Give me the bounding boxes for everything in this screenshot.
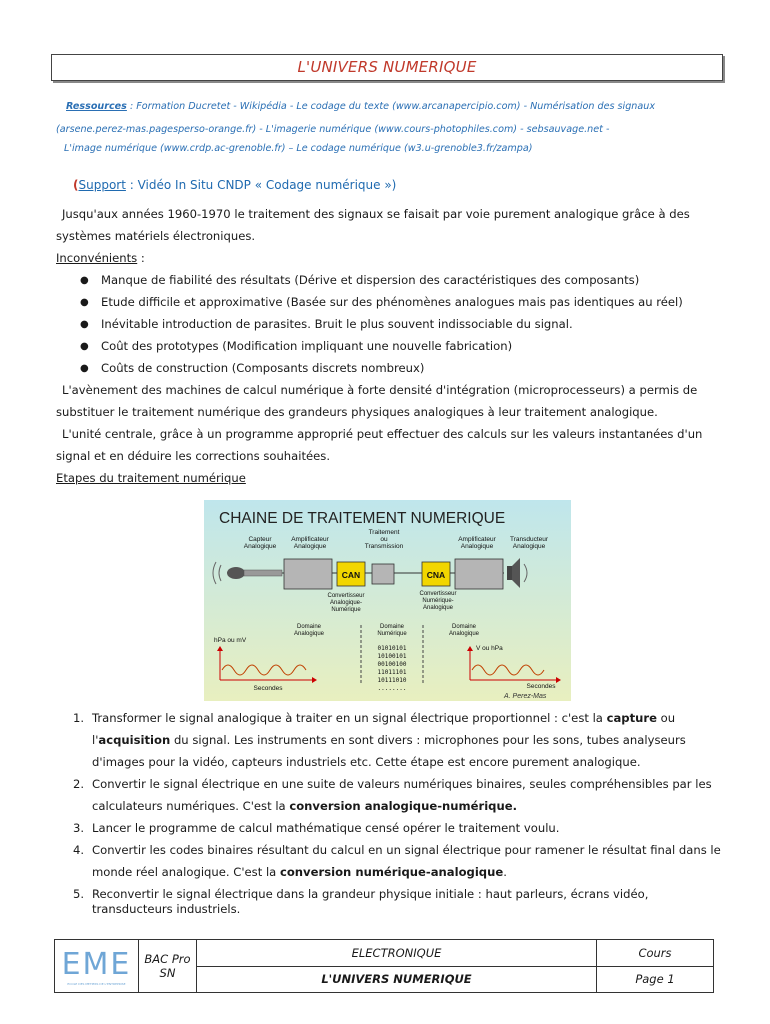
label-domain-right: Domaine Analogique bbox=[448, 624, 480, 637]
etapes-heading: Etapes du traitement numérique bbox=[56, 471, 246, 485]
label-conv-an: Convertisseur Analogique-Numérique bbox=[327, 593, 365, 613]
page-number-cell: Page 1 bbox=[597, 966, 714, 993]
label-capteur: Capteur Analogique bbox=[243, 536, 277, 550]
resources-label: Ressources bbox=[66, 101, 127, 112]
resources-line-1: Ressources : Formation Ducretet - Wikipédia - Le codage du texte (www.arcanapercipio.com) - Numérisation des signaux bbox=[66, 101, 656, 112]
step-4-line-2: monde réel analogique. C'est la conversion numérique-analogique. bbox=[92, 865, 507, 879]
eme-logo-subtitle: ECOLE DES METIERS DE L'ENTREPRISE bbox=[67, 981, 126, 986]
step-1-line-3: d'images pour la vidéo, capteurs industriels etc. Cette étape est encore purement analogique. bbox=[92, 755, 641, 769]
eme-logo: EME bbox=[61, 946, 132, 982]
label-conv-na: Convertisseur Numérique-Analogique bbox=[419, 591, 457, 611]
bullet-icon: ● bbox=[80, 297, 89, 308]
svg-text:00100100: 00100100 bbox=[377, 661, 407, 668]
step-number: 2. bbox=[73, 777, 85, 791]
label-transducteur: Transducteur Analogique bbox=[509, 536, 549, 550]
ampli-out-block bbox=[455, 559, 503, 589]
list-item: Coûts de construction (Composants discrets nombreux) bbox=[101, 361, 425, 375]
step-4-line-1: Convertir les codes binaires résultant du calcul en un signal électrique pour ramener le résultat final dans le bbox=[92, 843, 721, 857]
y-label-left: hPa ou mV bbox=[214, 637, 247, 644]
bullet-icon: ● bbox=[80, 319, 89, 330]
page-title-box bbox=[51, 54, 723, 81]
x-label-left: Secondes bbox=[253, 685, 283, 692]
list-item: Coût des prototypes (Modification impliquant une nouvelle fabrication) bbox=[101, 339, 513, 353]
svg-text:10100101: 10100101 bbox=[377, 653, 407, 660]
binary-codes bbox=[378, 645, 407, 692]
para2-line-1: L'avènement des machines de calcul numérique à forte densité d'intégration (microprocesseurs) a permis de bbox=[62, 383, 698, 397]
intro-line-1: Jusqu'aux années 1960-1970 le traitement des signaux se faisait par voie purement analogique grâce à des bbox=[62, 207, 690, 221]
diagram-title: CHAINE DE TRAITEMENT NUMERIQUE bbox=[219, 510, 506, 527]
svg-text:........: ........ bbox=[377, 685, 407, 692]
logo-cell bbox=[55, 940, 139, 993]
y-label-right: V ou hPa bbox=[476, 645, 503, 652]
support-label: Support bbox=[78, 178, 126, 192]
step-5-line-1: Reconvertir le signal électrique dans la grandeur physique initiale : haut parleurs, écrans vidéo, bbox=[92, 887, 649, 901]
svg-text:10111010: 10111010 bbox=[377, 677, 407, 684]
step-number: 3. bbox=[73, 821, 85, 835]
svg-text:01010101: 01010101 bbox=[377, 645, 407, 652]
ampli-in-block bbox=[284, 559, 332, 589]
para2-line-2: substituer le traitement numérique des grandeurs physiques analogiques à leur traitement analogique. bbox=[56, 405, 658, 419]
intro-line-2: systèmes matériels électroniques. bbox=[56, 229, 256, 243]
cna-label: CNA bbox=[426, 570, 446, 580]
resources-line-2: (arsene.perez-mas.pagesperso-orange.fr) - L'imagerie numérique (www.cours-photophiles.com) - sebsauvage.net - bbox=[56, 124, 610, 135]
traitement-block bbox=[372, 564, 394, 584]
step-number: 5. bbox=[73, 887, 85, 901]
para3-line-2: signal et en déduire les corrections souhaitées. bbox=[56, 449, 331, 463]
step-1-line-1: Transformer le signal analogique à traiter en un signal électrique proportionnel : c'est la capture ou bbox=[92, 711, 676, 725]
footer-table bbox=[54, 939, 714, 993]
chain-diagram bbox=[204, 500, 571, 701]
type-cell: Cours bbox=[597, 940, 714, 967]
class-cell: BAC Pro SN bbox=[139, 940, 197, 993]
list-item: Etude difficile et approximative (Basée sur des phénomènes analogues mais pas identiques au réel) bbox=[101, 295, 683, 309]
para3-line-1: L'unité centrale, grâce à un programme approprié peut effectuer des calculs sur les valeurs instantanées d'un bbox=[62, 427, 703, 441]
inconvenients-heading: Inconvénients : bbox=[56, 251, 145, 265]
list-item: Manque de fiabilité des résultats (Dérive et dispersion des caractéristiques des composants) bbox=[101, 273, 640, 287]
bullet-icon: ● bbox=[80, 363, 89, 374]
footer-title-cell: L'UNIVERS NUMERIQUE bbox=[197, 966, 597, 993]
step-3-line-1: Lancer le programme de calcul mathématique censé opérer le traitement voulu. bbox=[92, 821, 560, 835]
step-1-line-2: l'acquisition du signal. Les instruments en sont divers : microphones pour les sons, tubes analyseurs bbox=[92, 733, 686, 747]
support-line: (Support : Vidéo In Situ CNDP « Codage numérique ») bbox=[73, 178, 397, 192]
page-title: L'UNIVERS NUMERIQUE bbox=[297, 58, 477, 76]
bullet-icon: ● bbox=[80, 275, 89, 286]
x-label-right: Secondes bbox=[526, 683, 556, 690]
step-number: 1. bbox=[73, 711, 85, 725]
label-domain-num: Domaine Numérique bbox=[377, 624, 407, 637]
step-5-line-2: transducteurs industriels. bbox=[92, 902, 241, 916]
resources-line-3: L'image numérique (www.crdp.ac-grenoble.fr) – Le codage numérique (w3.u-grenoble3.fr/zampa) bbox=[64, 143, 533, 154]
svg-text:11011101: 11011101 bbox=[377, 669, 407, 676]
label-ampli-out: Amplificateur Analogique bbox=[458, 536, 496, 550]
subject-cell: ELECTRONIQUE bbox=[197, 940, 597, 967]
list-item: Inévitable introduction de parasites. Bruit le plus souvent indissociable du signal. bbox=[101, 317, 573, 331]
can-label: CAN bbox=[341, 570, 361, 580]
step-number: 4. bbox=[73, 843, 85, 857]
diagram-signature: A. Perez-Mas bbox=[504, 693, 547, 700]
bullet-icon: ● bbox=[80, 341, 89, 352]
label-ampli-in: Amplificateur Analogique bbox=[291, 536, 329, 550]
label-domain-left: Domaine Analogique bbox=[293, 624, 325, 637]
step-2-line-1: Convertir le signal électrique en une suite de valeurs numériques binaires, seules compréhensibles par les bbox=[92, 777, 712, 791]
label-traitement: Traitement ou Transmission bbox=[364, 529, 404, 550]
step-2-line-2: calculateurs numériques. C'est la conversion analogique-numérique. bbox=[92, 799, 517, 813]
